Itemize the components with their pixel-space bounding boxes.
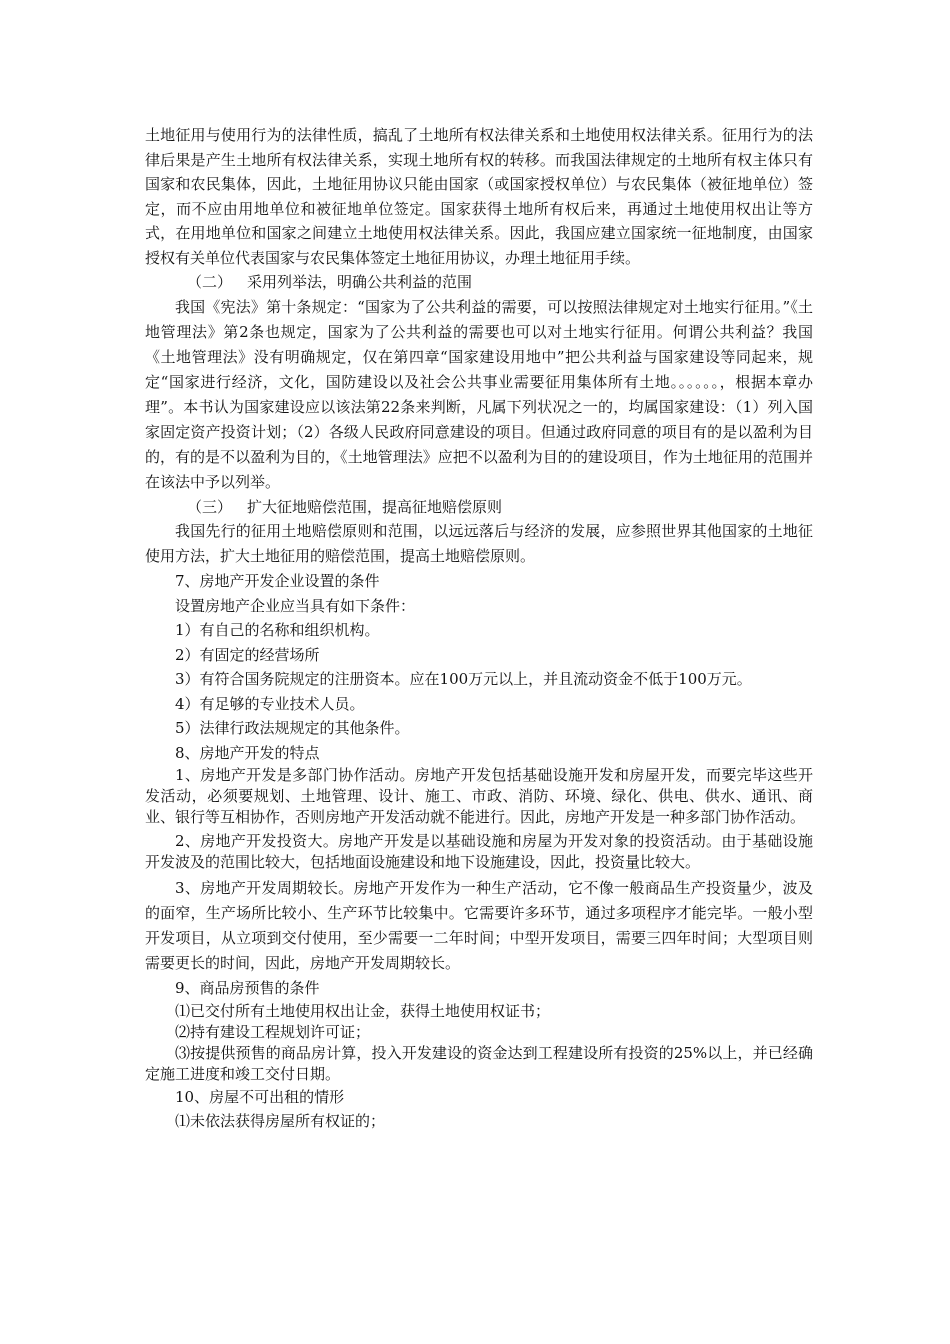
paragraph-land-expropriation: 土地征用与使用行为的法律性质，搞乱了土地所有权法律关系和土地使用权法律关系。征用行为的法律后果是产生土地所有权法律关系，实现土地所有权的转移。而我国法律规定的土地所有权主体只有国家和农民集体，因此，土地征用协议只能由国家（或国家授权单位）与农民集体（被征地单位）签定，而不应由用地单位和被征地单位签定。国家获得土地所有权后来，再通过土地使用权出让等方式，在用地单位和国家之间建立土地使用权法律关系。因此，我国应建立国家统一征地制度，由国家授权有关单位代表国家与农民集体签定土地征用协议，办理土地征用手续。 [145,126,813,267]
heading-number: （三） [187,497,233,516]
heading-compensation [145,495,813,520]
section-title-no-lease-cases: 10、房屋不可出租的情形 [175,1087,345,1106]
list-item: 1）有自己的名称和组织机构。 [175,621,380,639]
heading-text: 扩大征地赔偿范围，提高征地赔偿原则 [247,497,503,516]
list-intro: 设置房地产企业应当具有如下条件： [175,596,416,615]
list-item: 2）有固定的经营场所 [175,645,320,664]
section-title-presale-conditions: 9、商品房预售的条件 [175,979,320,997]
list-item: 5）法律行政法规规定的其他条件。 [175,719,410,737]
heading-number: （二） [187,273,233,291]
document-page [145,123,813,1134]
paragraph-feature-2: 2、房地产开发投资大。房地产开发是以基础设施和房屋为开发对象的投资活动。由于基础设施开发波及的范围比较大，包括地面设施建设和地下设施建设，因此，投资量比较大。 [145,832,813,871]
list-item: ⑴未依法获得房屋所有权证的； [175,1112,386,1130]
section-title-enterprise-conditions: 7、房地产开发企业设置的条件 [175,572,380,590]
paragraph-compensation: 我国先行的征用土地赔偿原则和范围，以远远落后与经济的发展，应参照世界其他国家的土地征使用方法，扩大土地征用的赔偿范围，提高土地赔偿原则。 [145,522,813,565]
section-title-development-features: 8、房地产开发的特点 [175,743,320,762]
list-item: 3）有符合国务院规定的注册资本。应在100万元以上，并且流动资金不低于100万元。 [175,670,752,688]
paragraph-feature-3: 3、房地产开发周期较长。房地产开发作为一种生产活动，它不像一般商品生产投资量少，波及的面窄，生产场所比较小、生产环节比较集中。它需要许多环节，通过多项程序才能完毕。一般小型开发项目，从立项到交付使用，至少需要一二年时间；中型开发项目，需要三四年时间；大型项目则需要更长的时间，因此，房地产开发周期较长。 [145,879,813,972]
heading-public-interest [145,270,813,295]
heading-text: 采用列举法，明确公共利益的范围 [247,273,473,291]
list-item: 4）有足够的专业技术人员。 [175,694,365,713]
list-item: ⑵持有建设工程规划许可证； [175,1022,371,1041]
paragraph-feature-1: 1、房地产开发是多部门协作活动。房地产开发包括基础设施开发和房屋开发，而要完毕这些开发活动，必须要规划、土地管理、设计、施工、市政、消防、环境、绿化、供电、供水、通讯、商业、银行等互相协作，否则房地产开发活动就不能进行。因此，房地产开发是一种多部门协作活动。 [145,766,813,826]
list-item: ⑶按提供预售的商品房计算，投入开发建设的资金达到工程建设所有投资的25%以上，并已经确定施工进度和竣工交付日期。 [145,1043,813,1083]
paragraph-public-interest: 我国《宪法》第十条规定：“国家为了公共利益的需要，可以按照法律规定对土地实行征用。”《土地管理法》第2条也规定，国家为了公共利益的需要也可以对土地实行征用。何谓公共利益？我国《土地管理法》没有明确规定，仅在第四章“国家建设用地中”把公共利益与国家建设等同起来，规定“国家进行经济，文化，国防建设以及社会公共事业需要征用集体所有土地。。。。。。，根据本章办理”。本书认为国家建设应以该法第22条来判断，凡属下列状况之一的，均属国家建设：（1）列入国家固定资产投资计划；（2）各级人民政府同意建设的项目。但通过政府同意的项目有的是以盈利为目的，有的是不以盈利为目的，《土地管理法》应把不以盈利为目的的建设项目，作为土地征用的范围并在该法中予以列举。 [145,297,813,491]
list-item: ⑴已交付所有土地使用权出让金，获得土地使用权证书； [175,1001,551,1020]
